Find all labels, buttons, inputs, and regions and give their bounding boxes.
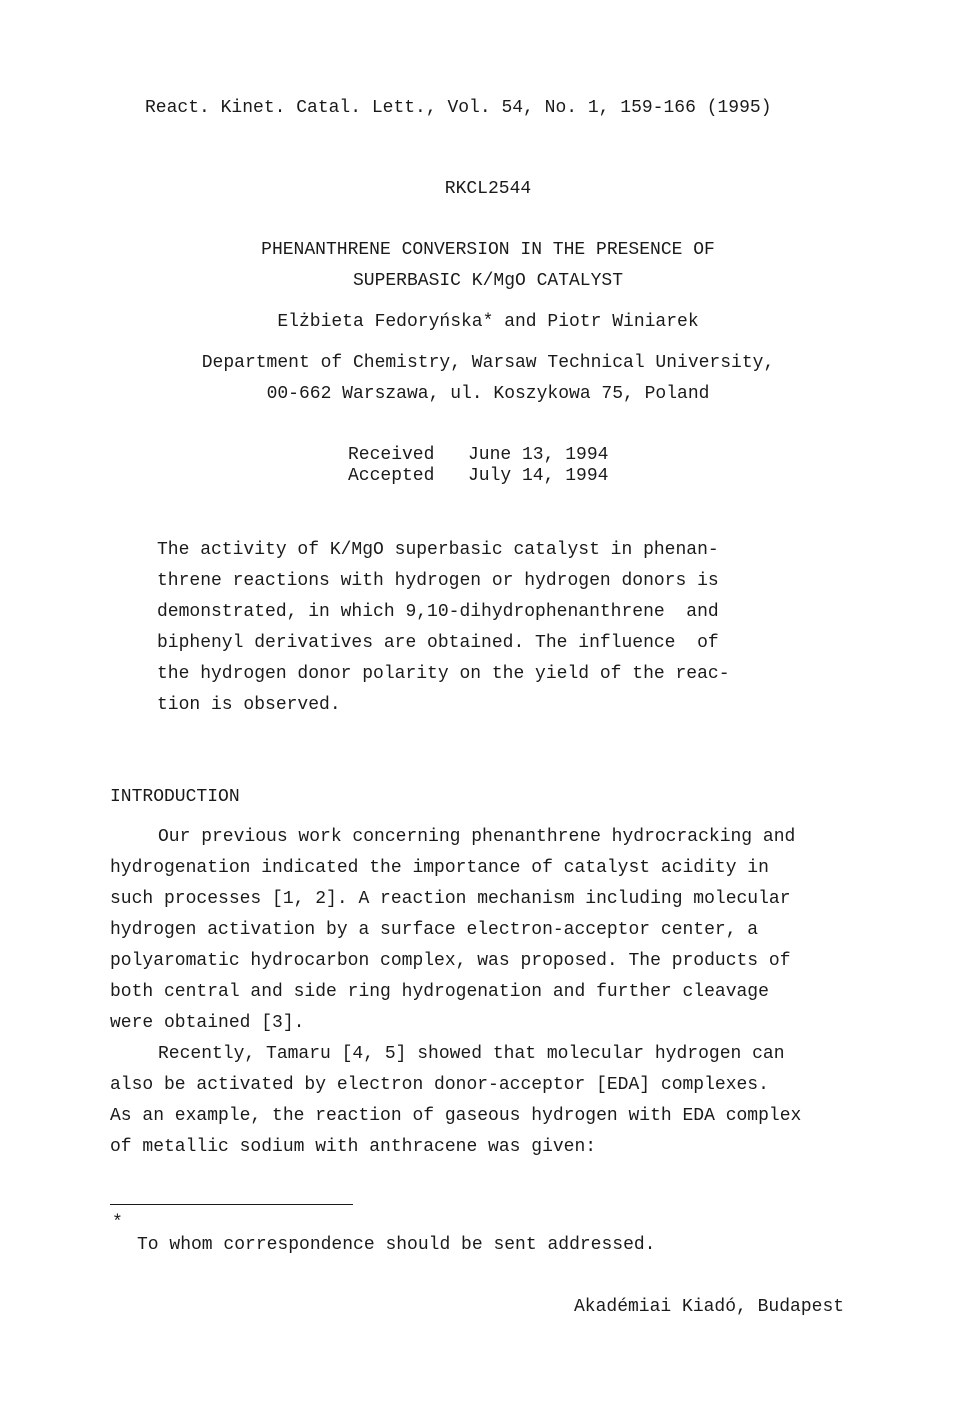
abstract-line: threne reactions with hydrogen or hydrogen donors is xyxy=(157,571,719,591)
abstract-line: The activity of K/MgO superbasic catalyst in phenan- xyxy=(157,540,719,560)
received-date: June 13, 1994 xyxy=(468,445,609,465)
body-line: Recently, Tamaru [4, 5] showed that molecular hydrogen can xyxy=(158,1044,785,1064)
body-line: hydrogen activation by a surface electron-acceptor center, a xyxy=(110,920,759,940)
affiliation-line-1: Department of Chemistry, Warsaw Technical University, xyxy=(201,353,775,373)
abstract xyxy=(157,535,797,721)
body-line: such processes [1, 2]. A reaction mechanism including molecular xyxy=(110,889,791,909)
body-line: Our previous work concerning phenanthrene hydrocracking and xyxy=(158,827,796,847)
accepted-date: July 14, 1994 xyxy=(468,466,609,486)
body-line: also be activated by electron donor-acceptor [EDA] complexes. xyxy=(110,1075,769,1095)
received-row xyxy=(348,445,608,466)
title-line-1: PHENANTHRENE CONVERSION IN THE PRESENCE OF xyxy=(261,240,715,260)
body-line: of metallic sodium with anthracene was given: xyxy=(110,1137,597,1157)
introduction-body xyxy=(110,822,880,1163)
article-code: RKCL2544 xyxy=(444,179,532,199)
title-line-2: SUPERBASIC K/MgO CATALYST xyxy=(352,271,624,291)
affiliation-line-2: 00-662 Warszawa, ul. Koszykowa 75, Poland xyxy=(266,384,710,404)
section-heading-introduction: INTRODUCTION xyxy=(110,787,240,807)
received-label: Received xyxy=(348,445,435,465)
abstract-line: tion is observed. xyxy=(157,695,341,715)
abstract-line: demonstrated, in which 9,10-dihydrophenanthrene and xyxy=(157,602,719,622)
abstract-line: the hydrogen donor polarity on the yield of the reac- xyxy=(157,664,730,684)
body-line: hydrogenation indicated the importance of catalyst acidity in xyxy=(110,858,769,878)
accepted-label: Accepted xyxy=(348,466,435,486)
body-line: polyaromatic hydrocarbon complex, was proposed. The products of xyxy=(110,951,791,971)
footnote-marker: * xyxy=(112,1213,123,1233)
body-line: both central and side ring hydrogenation and further cleavage xyxy=(110,982,769,1002)
body-line: As an example, the reaction of gaseous hydrogen with EDA complex xyxy=(110,1106,802,1126)
publisher-imprint: Akadémiai Kiadó, Budapest xyxy=(574,1297,845,1317)
footnote-text: To whom correspondence should be sent addressed. xyxy=(137,1235,656,1255)
body-line: were obtained [3]. xyxy=(110,1013,305,1033)
authors: Elżbieta Fedoryńska* and Piotr Winiarek xyxy=(277,312,699,332)
abstract-line: biphenyl derivatives are obtained. The influence of xyxy=(157,633,719,653)
accepted-row xyxy=(348,466,608,487)
dates-block xyxy=(348,445,608,487)
footnote-divider xyxy=(110,1204,353,1205)
journal-citation: React. Kinet. Catal. Lett., Vol. 54, No. 1, 159-166 (1995) xyxy=(145,98,772,118)
